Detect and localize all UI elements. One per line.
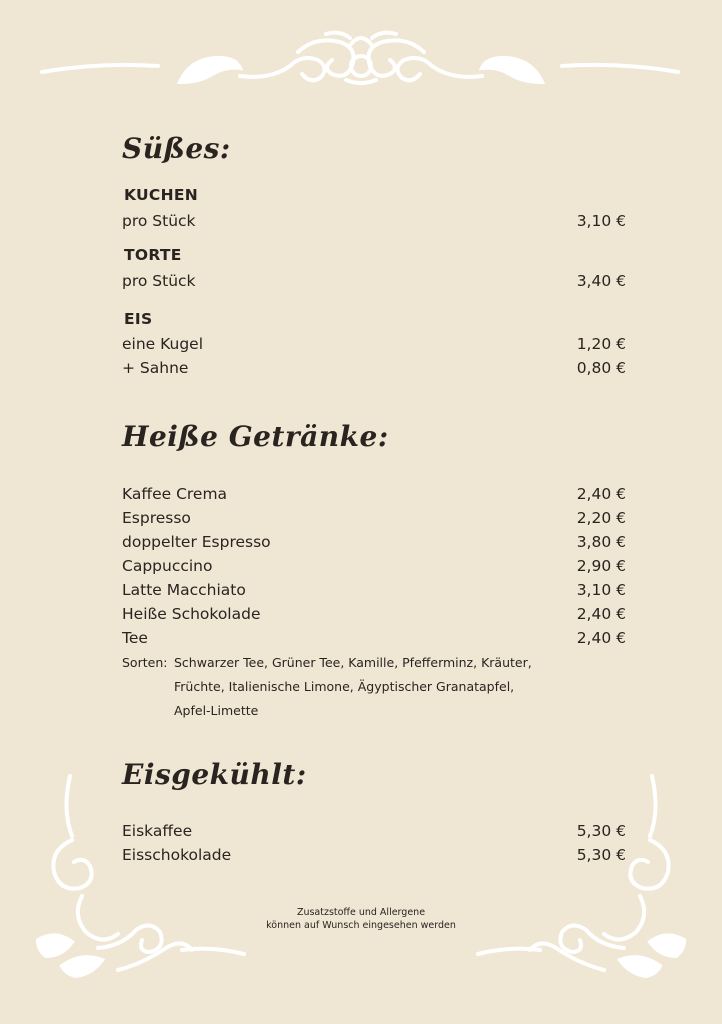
item-price: 1,20 € [576, 335, 626, 353]
allergen-note-line: können auf Wunsch eingesehen werden [266, 920, 456, 931]
item-price: 2,40 € [576, 629, 626, 647]
top-ornament-icon [40, 30, 682, 92]
item-name: pro Stück [122, 272, 196, 290]
tea-varieties-line: Schwarzer Tee, Grüner Tee, Kamille, Pfefferminz, Kräuter, [174, 655, 532, 670]
item-price: 2,40 € [576, 605, 626, 623]
item-name: Cappuccino [122, 557, 213, 575]
item-name: + Sahne [122, 359, 189, 377]
item-price: 3,10 € [576, 212, 626, 230]
category-eis: EIS [124, 310, 153, 328]
menu-item-row [122, 332, 626, 356]
heading-suesses: Süßes: [122, 132, 231, 165]
bottom-right-ornament-icon [470, 770, 690, 990]
item-price: 5,30 € [576, 846, 626, 864]
item-price: 2,90 € [576, 557, 626, 575]
menu-item-row [122, 530, 626, 554]
item-name: Heiße Schokolade [122, 605, 261, 623]
category-torte: TORTE [124, 246, 182, 264]
item-name: Eiskaffee [122, 822, 193, 840]
menu-item-row [122, 626, 626, 650]
tea-varieties-list [174, 651, 554, 723]
item-price: 0,80 € [576, 359, 626, 377]
tea-varieties-label: Sorten: [122, 655, 168, 670]
menu-item-row [122, 843, 626, 867]
allergen-note [0, 906, 722, 932]
menu-item-row [122, 269, 626, 293]
item-name: Kaffee Crema [122, 485, 228, 503]
allergen-note-line: Zusatzstoffe und Allergene [296, 907, 426, 918]
tea-varieties-line: Apfel-Limette [174, 703, 259, 718]
menu-item-row [122, 506, 626, 530]
menu-item-row [122, 602, 626, 626]
tea-varieties-line: Früchte, Italienische Limone, Ägyptischer Granatapfel, [174, 679, 515, 694]
item-name: Tee [122, 629, 148, 647]
menu-item-row [122, 578, 626, 602]
item-price: 2,20 € [576, 509, 626, 527]
menu-item-row [122, 209, 626, 233]
item-name: eine Kugel [122, 335, 204, 353]
item-name: doppelter Espresso [122, 533, 271, 551]
item-price: 3,80 € [576, 533, 626, 551]
menu-item-row [122, 482, 626, 506]
menu-item-row [122, 819, 626, 843]
tea-varieties [122, 651, 552, 723]
item-name: Latte Macchiato [122, 581, 246, 599]
item-price: 2,40 € [576, 485, 626, 503]
bottom-left-ornament-icon [32, 770, 252, 990]
item-price: 3,40 € [576, 272, 626, 290]
menu-item-row [122, 554, 626, 578]
heading-heisse-getraenke: Heiße Getränke: [122, 420, 389, 453]
heading-eisgekuehlt: Eisgekühlt: [122, 758, 307, 791]
item-name: pro Stück [122, 212, 196, 230]
menu-item-row [122, 356, 626, 380]
category-kuchen: KUCHEN [124, 186, 199, 204]
item-price: 5,30 € [576, 822, 626, 840]
item-name: Eisschokolade [122, 846, 232, 864]
item-price: 3,10 € [576, 581, 626, 599]
item-name: Espresso [122, 509, 191, 527]
